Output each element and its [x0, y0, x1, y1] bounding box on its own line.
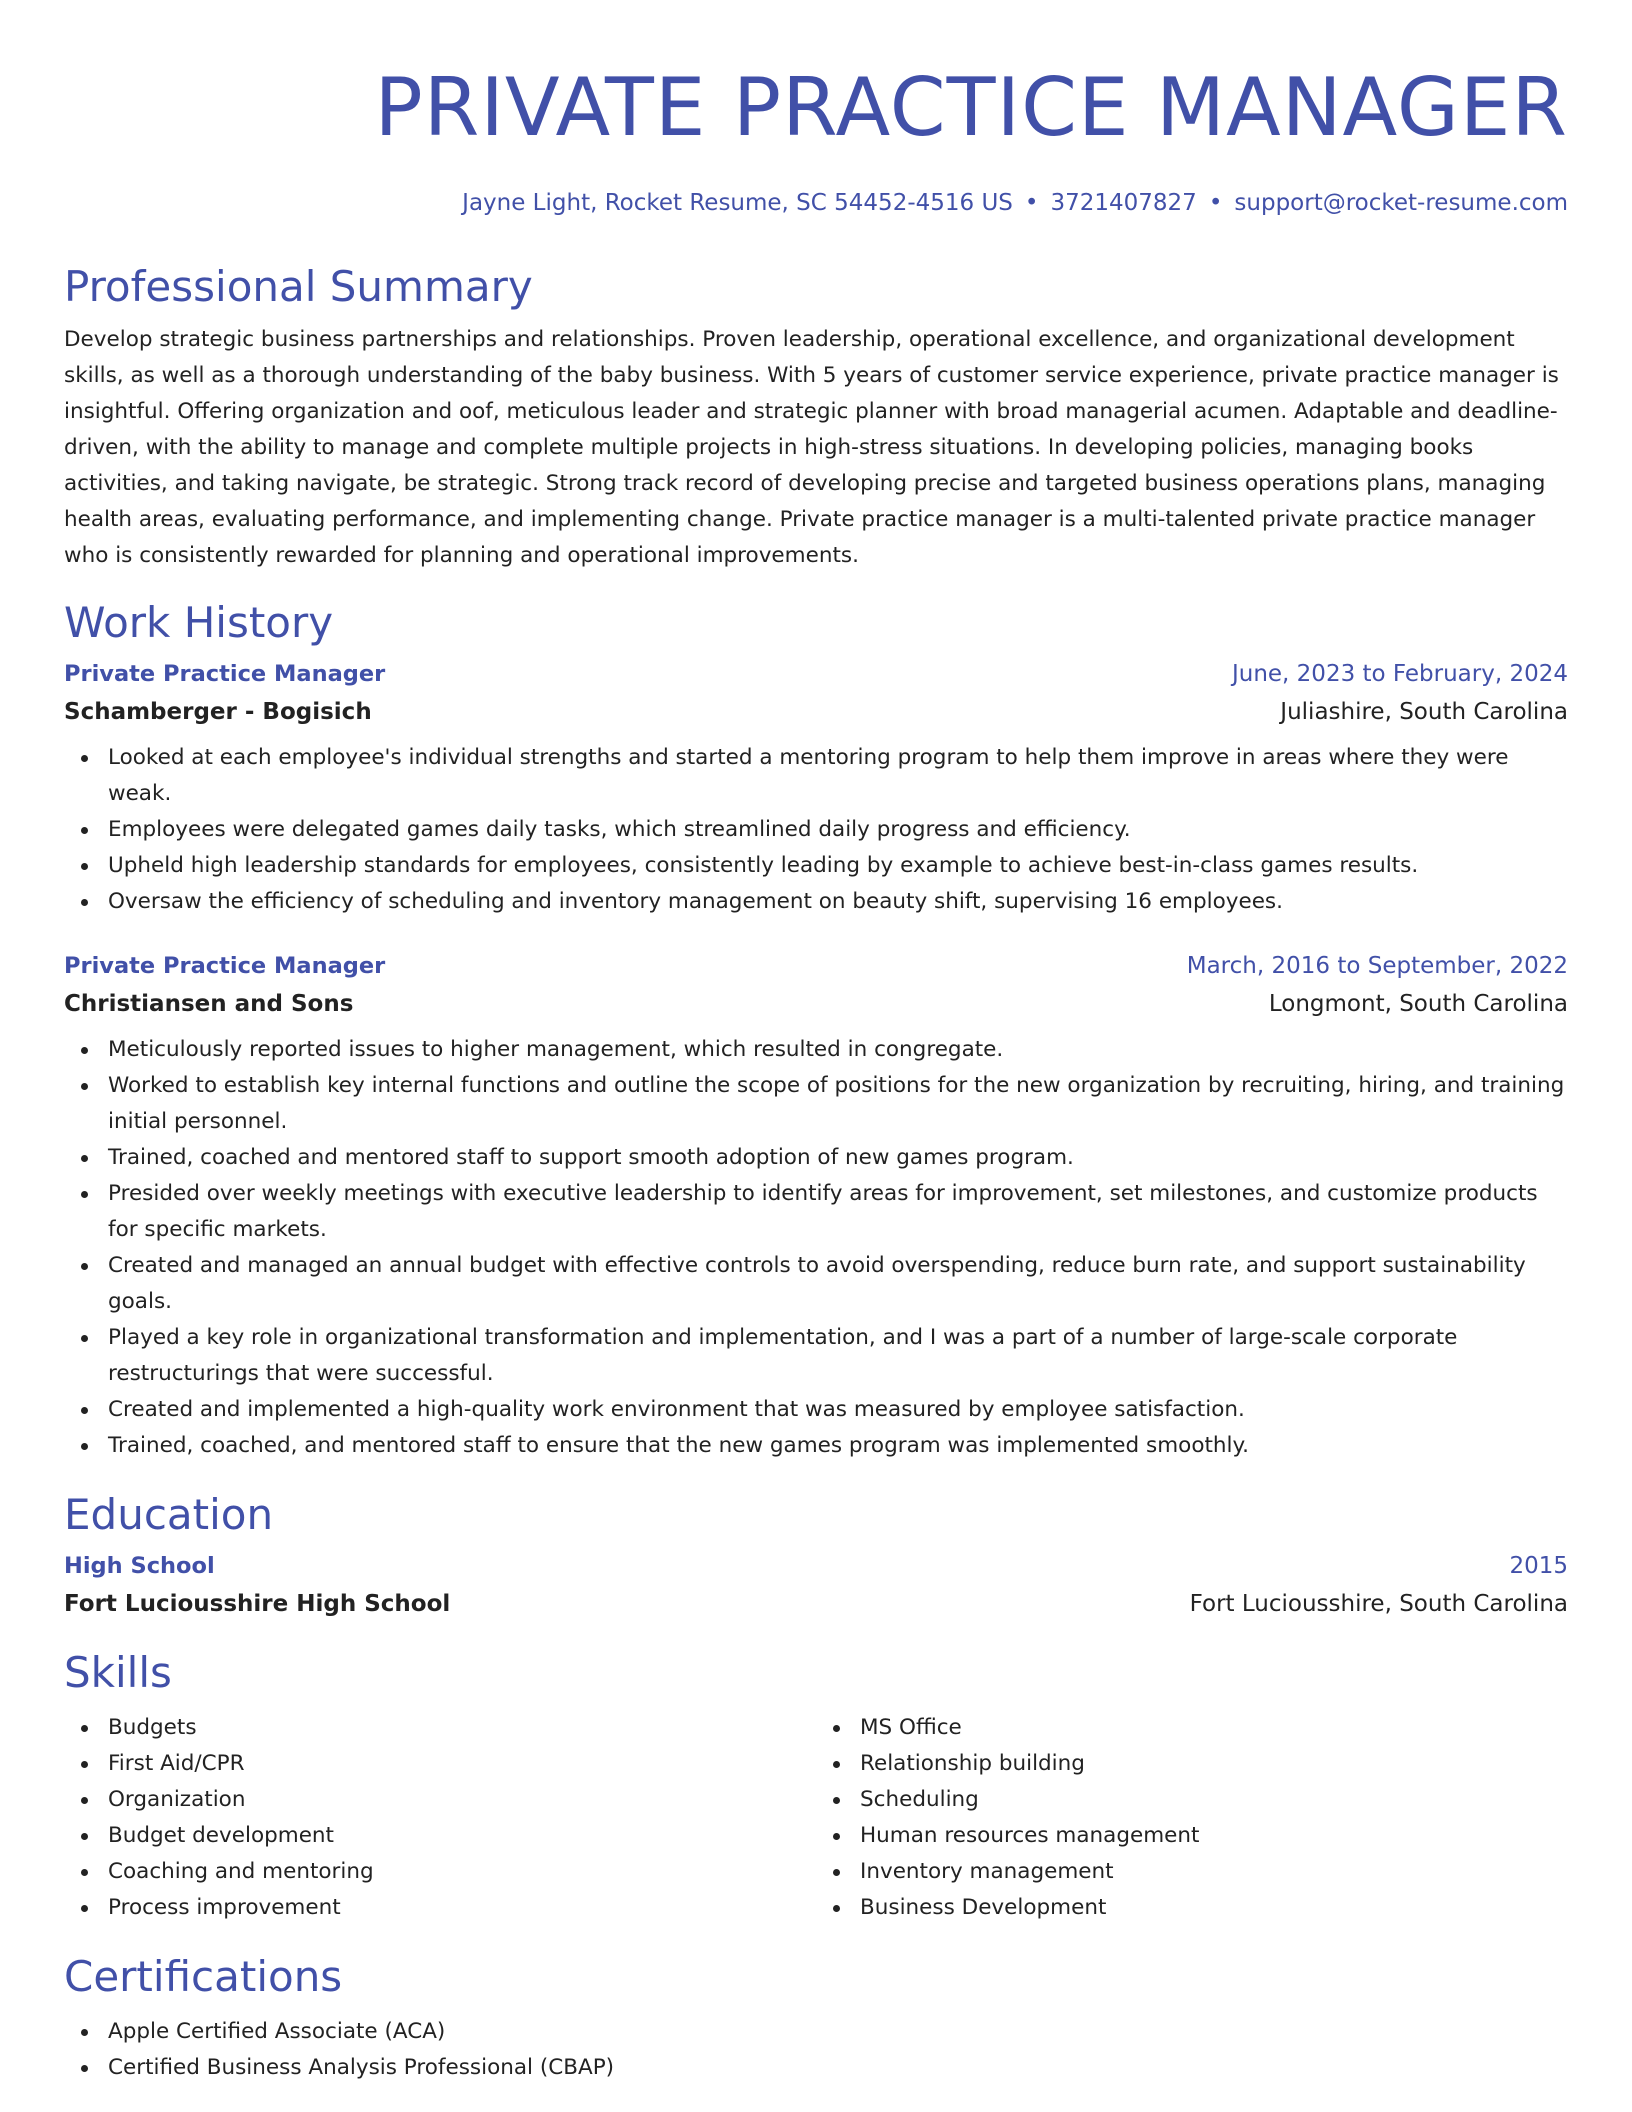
skills-section	[64, 1646, 1568, 1926]
skill-item: Relationship building	[860, 1746, 1568, 1782]
separator-dot: •	[1024, 190, 1039, 216]
list-item: Looked at each employee's individual strengths and started a mentoring program to help them improve in areas where they were weak.	[108, 740, 1568, 812]
list-item: Employees were delegated games daily tasks, which streamlined daily progress and efficiency.	[108, 812, 1568, 848]
education-school: Fort Luciousshire High School	[64, 1591, 451, 1617]
skill-item: Budgets	[108, 1710, 816, 1746]
skill-item: Coaching and mentoring	[108, 1854, 816, 1890]
job-entry	[64, 950, 1568, 1464]
job-dates: March, 2016 to September, 2022	[1186, 953, 1568, 979]
skill-item: Business Development	[860, 1890, 1568, 1926]
skills-grid	[64, 1710, 1568, 1926]
certification-item: Certified Business Analysis Professional (CBAP)	[108, 2050, 1568, 2086]
job-dates: June, 2023 to February, 2024	[1231, 661, 1568, 687]
list-item: Played a key role in organizational transformation and implementation, and I was a part of a number of large-scale corporate restructurings that were successful.	[108, 1320, 1568, 1392]
contact-email: support@rocket-resume.com	[1234, 190, 1568, 216]
job-location: Longmont, South Carolina	[1268, 991, 1568, 1017]
certifications-list	[64, 2014, 1568, 2086]
skill-item: Process improvement	[108, 1890, 816, 1926]
skill-item: Scheduling	[860, 1782, 1568, 1818]
skill-item: MS Office	[860, 1710, 1568, 1746]
list-item: Created and implemented a high-quality work environment that was measured by employee satisfaction.	[108, 1392, 1568, 1428]
skill-item: Budget development	[108, 1818, 816, 1854]
job-bullets	[64, 740, 1568, 920]
work-history-heading: Work History	[64, 598, 334, 647]
separator-dot: •	[1208, 190, 1223, 216]
education-section	[64, 1488, 1568, 1620]
skills-list-left	[64, 1710, 816, 1926]
skill-item: Inventory management	[860, 1854, 1568, 1890]
education-year: 2015	[1509, 1553, 1568, 1579]
education-degree: High School	[64, 1553, 215, 1579]
job-entry	[64, 658, 1568, 920]
certification-item: Apple Certified Associate (ACA)	[108, 2014, 1568, 2050]
skill-item: Organization	[108, 1782, 816, 1818]
summary-text: Develop strategic business partnerships and relationships. Proven leadership, operational excellence, and organizational development skills, as well as a thorough understanding of the baby business. With 5 years of customer service experience, private practice manager is insightful. Offering organization and oof, meticulous leader and strategic planner with broad managerial acumen. Adaptable and deadline-driven, with the ability to manage and complete multiple projects in high-stress situations. In developing policies, managing books activities, and taking navigate, be strategic. Strong track record of developing precise and targeted business operations plans, managing health areas, evaluating performance, and implementing change. Private practice manager is a multi-talented private practice manager who is consistently rewarded for planning and operational improvements.	[64, 327, 1559, 568]
list-item: Upheld high leadership standards for employees, consistently leading by example to achieve best-in-class games results.	[108, 848, 1568, 884]
resume-title: PRIVATE PRACTICE MANAGER	[374, 61, 1568, 154]
list-item: Created and managed an annual budget with effective controls to avoid overspending, reduce burn rate, and support sustainability goals.	[108, 1248, 1568, 1320]
job-location: Juliashire, South Carolina	[1280, 699, 1568, 725]
list-item: Presided over weekly meetings with executive leadership to identify areas for improvement, set milestones, and customize products for specific markets.	[108, 1176, 1568, 1248]
contact-phone: 3721407827	[1050, 190, 1197, 216]
job-title: Private Practice Manager	[64, 661, 386, 687]
contact-line	[64, 188, 1568, 218]
contact-address: Jayne Light, Rocket Resume, SC 54452-4516 US	[462, 190, 1013, 216]
skills-list-right	[816, 1710, 1568, 1926]
job-title: Private Practice Manager	[64, 953, 386, 979]
education-heading: Education	[64, 1490, 274, 1539]
list-item: Trained, coached and mentored staff to support smooth adoption of new games program.	[108, 1140, 1568, 1176]
list-item: Oversaw the efficiency of scheduling and inventory management on beauty shift, supervising 16 employees.	[108, 884, 1568, 920]
job-company: Schamberger - Bogisich	[64, 699, 372, 725]
skill-item: Human resources management	[860, 1818, 1568, 1854]
work-history-section	[64, 596, 1568, 1464]
job-company: Christiansen and Sons	[64, 991, 354, 1017]
certifications-heading: Certifications	[64, 1952, 343, 2001]
summary-section	[64, 260, 1568, 574]
list-item: Trained, coached, and mentored staff to ensure that the new games program was implemented smoothly.	[108, 1428, 1568, 1464]
summary-heading: Professional Summary	[64, 262, 533, 311]
certifications-section	[64, 1950, 1568, 2086]
skills-heading: Skills	[64, 1648, 172, 1697]
education-location: Fort Luciousshire, South Carolina	[1189, 1591, 1568, 1617]
job-bullets	[64, 1032, 1568, 1464]
list-item: Worked to establish key internal functions and outline the scope of positions for the new organization by recruiting, hiring, and training initial personnel.	[108, 1068, 1568, 1140]
list-item: Meticulously reported issues to higher management, which resulted in congregate.	[108, 1032, 1568, 1068]
skill-item: First Aid/CPR	[108, 1746, 816, 1782]
